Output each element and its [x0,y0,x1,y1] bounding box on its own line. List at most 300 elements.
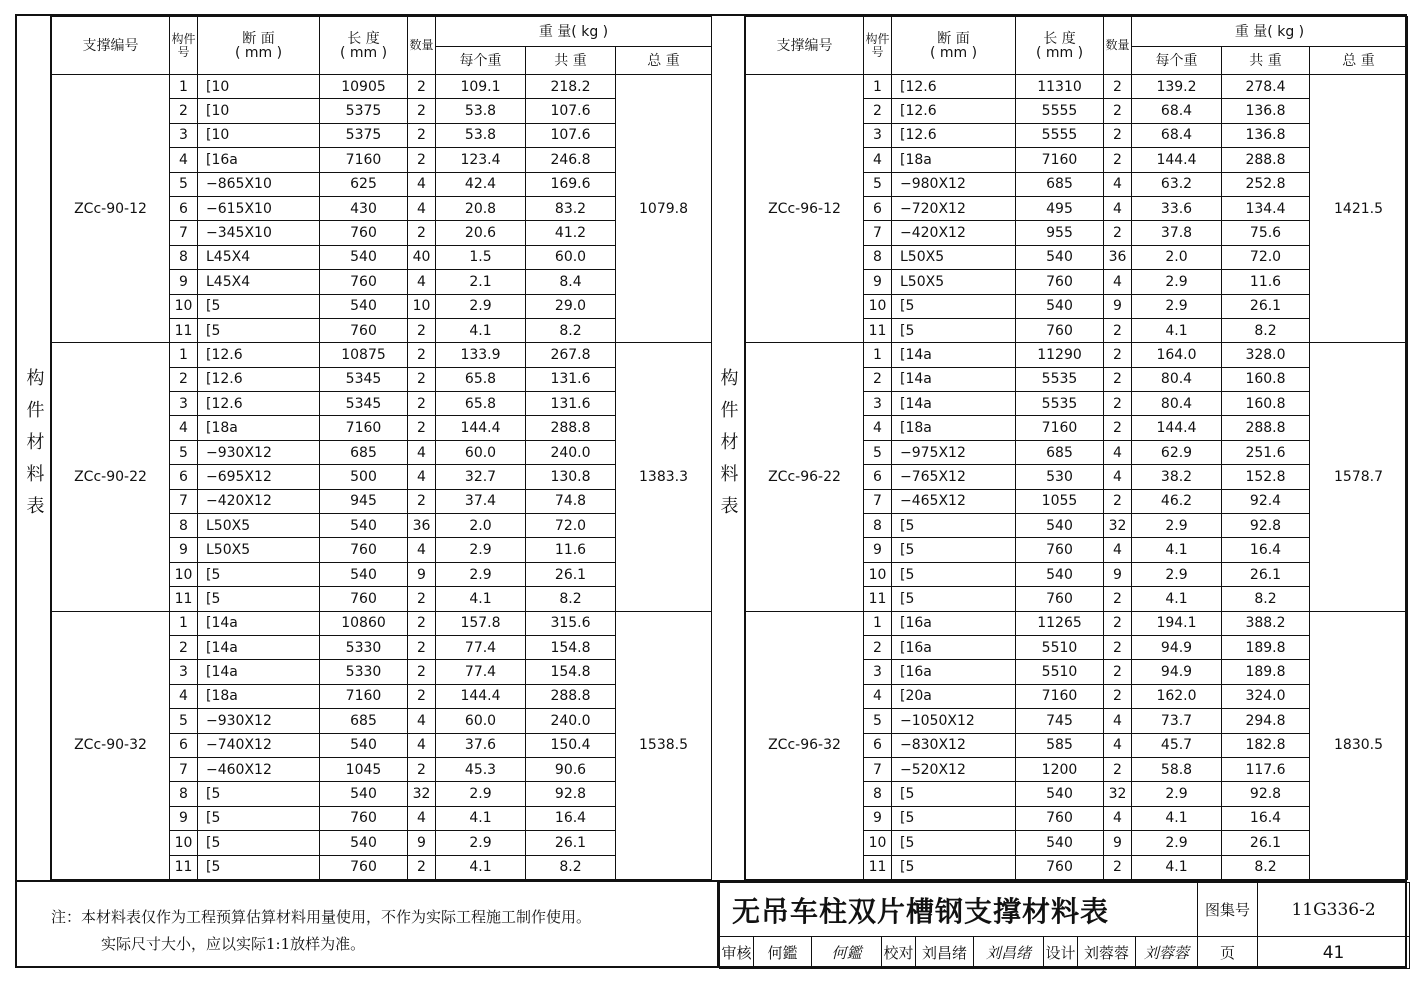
each-weight: 194.1 [1132,611,1222,635]
section: −420X12 [892,221,1016,245]
each-weight: 4.1 [1132,587,1222,611]
each-weight: 68.4 [1132,123,1222,147]
section: −695X12 [198,465,320,489]
section: [10 [198,99,320,123]
each-weight: 133.9 [436,343,526,367]
length: 7160 [320,416,408,440]
each-weight: 162.0 [1132,684,1222,708]
section: [14a [198,611,320,635]
qty: 2 [1104,123,1132,147]
section: [5 [892,806,1016,830]
section: −865X10 [198,172,320,196]
sum-weight: 26.1 [526,831,616,855]
each-weight: 42.4 [436,172,526,196]
part-no: 11 [864,587,892,611]
checker-name: 刘昌绪 [916,937,974,969]
each-weight: 4.1 [436,318,526,342]
length: 7160 [1016,416,1104,440]
length: 5510 [1016,660,1104,684]
sum-weight: 240.0 [526,440,616,464]
length: 685 [1016,172,1104,196]
part-no: 3 [170,392,198,416]
part-no: 7 [170,221,198,245]
length: 11265 [1016,611,1104,635]
each-weight: 2.9 [436,831,526,855]
sum-weight: 218.2 [526,75,616,99]
each-weight: 65.8 [436,392,526,416]
section: [5 [892,562,1016,586]
each-weight: 4.1 [1132,538,1222,562]
sum-weight: 26.1 [1222,562,1310,586]
qty: 32 [408,782,436,806]
header-section-label: 断 面 [937,30,970,47]
section: [5 [892,831,1016,855]
length: 540 [1016,245,1104,269]
length: 5535 [1016,392,1104,416]
section: [12.6 [198,343,320,367]
qty: 2 [1104,416,1132,440]
each-weight: 53.8 [436,123,526,147]
length: 685 [1016,440,1104,464]
part-no: 3 [864,660,892,684]
qty: 32 [1104,514,1132,538]
sum-weight: 130.8 [526,465,616,489]
qty: 2 [408,392,436,416]
section: [14a [892,392,1016,416]
length: 540 [1016,562,1104,586]
page-number: 41 [1258,937,1410,969]
section: [5 [198,587,320,611]
sum-weight: 136.8 [1222,99,1310,123]
note [51,904,591,958]
length: 5555 [1016,99,1104,123]
length: 745 [1016,709,1104,733]
length: 760 [320,587,408,611]
sum-weight: 267.8 [526,343,616,367]
sum-weight: 74.8 [526,489,616,513]
sum-weight: 182.8 [1222,733,1310,757]
length: 7160 [1016,684,1104,708]
part-no: 7 [864,489,892,513]
qty: 2 [408,757,436,781]
qty: 2 [408,343,436,367]
sum-weight: 26.1 [1222,831,1310,855]
qty: 4 [408,440,436,464]
section: −765X12 [892,465,1016,489]
each-weight: 2.9 [1132,514,1222,538]
length: 5330 [320,660,408,684]
reviewer-signature: 何鑑 [812,937,882,969]
part-no: 10 [864,294,892,318]
length: 760 [1016,855,1104,880]
each-weight: 2.9 [436,538,526,562]
designer-name: 刘蓉蓉 [1078,937,1136,969]
title-block [717,882,1409,968]
qty: 4 [408,709,436,733]
qty: 2 [408,855,436,880]
length: 945 [320,489,408,513]
part-no: 1 [170,75,198,99]
section: [14a [892,367,1016,391]
each-weight: 2.9 [1132,562,1222,586]
sum-weight: 90.6 [526,757,616,781]
sum-weight: 92.4 [1222,489,1310,513]
qty: 32 [1104,782,1132,806]
header-length-label: 长 度 [1043,30,1076,47]
header-section-unit: ( mm ) [234,44,283,61]
part-no: 1 [864,75,892,99]
length: 530 [1016,465,1104,489]
each-weight: 4.1 [436,587,526,611]
part-no: 1 [864,611,892,635]
each-weight: 123.4 [436,148,526,172]
section: L50X5 [198,538,320,562]
part-no: 4 [864,684,892,708]
section: [12.6 [892,123,1016,147]
part-no: 9 [864,270,892,294]
each-weight: 2.9 [1132,294,1222,318]
section: [18a [198,416,320,440]
section: [5 [198,318,320,342]
qty: 36 [408,514,436,538]
qty: 4 [408,270,436,294]
sum-weight: 278.4 [1222,75,1310,99]
sum-weight: 189.8 [1222,660,1310,684]
sum-weight: 315.6 [526,611,616,635]
part-no: 9 [864,538,892,562]
length: 10860 [320,611,408,635]
qty: 4 [1104,465,1132,489]
length: 540 [320,733,408,757]
length: 540 [1016,294,1104,318]
length: 760 [320,538,408,562]
length: 540 [320,294,408,318]
qty: 2 [408,367,436,391]
section: −720X12 [892,196,1016,220]
length: 430 [320,196,408,220]
part-no: 11 [864,318,892,342]
qty: 2 [1104,587,1132,611]
length: 5510 [1016,635,1104,659]
table-row [52,611,712,635]
header-total: 总 重 [616,47,712,75]
header-total: 总 重 [1310,47,1408,75]
qty: 9 [1104,562,1132,586]
sum-weight: 8.2 [1222,587,1310,611]
section: L50X5 [892,245,1016,269]
each-weight: 45.7 [1132,733,1222,757]
section: [5 [198,562,320,586]
each-weight: 65.8 [436,367,526,391]
each-weight: 77.4 [436,660,526,684]
sum-weight: 72.0 [526,514,616,538]
sum-weight: 160.8 [1222,367,1310,391]
length: 500 [320,465,408,489]
sum-weight: 8.2 [526,318,616,342]
qty: 4 [1104,172,1132,196]
qty: 2 [1104,318,1132,342]
section: [5 [198,782,320,806]
side-label-text: 构件材料表 [717,368,739,528]
part-no: 6 [864,196,892,220]
each-weight: 2.9 [436,782,526,806]
part-no: 7 [170,489,198,513]
qty: 4 [1104,733,1132,757]
each-weight: 62.9 [1132,440,1222,464]
length: 5345 [320,392,408,416]
length: 685 [320,709,408,733]
part-no: 5 [170,709,198,733]
section: [5 [198,831,320,855]
total-weight: 1079.8 [616,75,712,343]
part-no: 10 [170,562,198,586]
section: −465X12 [892,489,1016,513]
sum-weight: 131.6 [526,392,616,416]
length: 5345 [320,367,408,391]
each-weight: 37.4 [436,489,526,513]
header-part-no: 构件号 [864,17,892,75]
length: 540 [320,514,408,538]
header-qty: 数量 [408,17,436,75]
section: [16a [892,635,1016,659]
design-label: 设计 [1044,937,1078,969]
each-weight: 37.8 [1132,221,1222,245]
sum-weight: 8.2 [526,587,616,611]
header-each: 每个重 [436,47,526,75]
header-id: 支撑编号 [52,17,170,75]
length: 1200 [1016,757,1104,781]
note-line-1: 注：本材料表仅作为工程预算估算材料用量使用，不作为实际工程施工制作使用。 [51,908,592,926]
header-section [892,17,1016,75]
each-weight: 4.1 [436,855,526,880]
sum-weight: 8.2 [1222,318,1310,342]
section: [5 [892,514,1016,538]
sum-weight: 83.2 [526,196,616,220]
part-no: 5 [864,440,892,464]
material-table-right [745,16,1407,880]
brace-id: ZCc-96-22 [746,343,864,611]
qty: 4 [1104,806,1132,830]
qty: 4 [1104,196,1132,220]
qty: 2 [1104,489,1132,513]
each-weight: 80.4 [1132,367,1222,391]
brace-id: ZCc-90-22 [52,343,170,611]
each-weight: 20.6 [436,221,526,245]
section: −830X12 [892,733,1016,757]
length: 5555 [1016,123,1104,147]
sum-weight: 251.6 [1222,440,1310,464]
qty: 2 [1104,611,1132,635]
part-no: 6 [864,465,892,489]
each-weight: 2.0 [1132,245,1222,269]
each-weight: 2.9 [436,294,526,318]
table-row [746,75,1408,99]
sum-weight: 150.4 [526,733,616,757]
length: 540 [1016,782,1104,806]
header-section [198,17,320,75]
section: −520X12 [892,757,1016,781]
header-id: 支撑编号 [746,17,864,75]
sum-weight: 154.8 [526,635,616,659]
each-weight: 63.2 [1132,172,1222,196]
qty: 2 [408,489,436,513]
length: 7160 [1016,148,1104,172]
table-row [52,75,712,99]
section: [12.6 [892,75,1016,99]
each-weight: 139.2 [1132,75,1222,99]
section: L45X4 [198,270,320,294]
sum-weight: 189.8 [1222,635,1310,659]
sum-weight: 75.6 [1222,221,1310,245]
section: [20a [892,684,1016,708]
part-no: 11 [170,318,198,342]
each-weight: 4.1 [1132,806,1222,830]
qty: 2 [408,587,436,611]
each-weight: 46.2 [1132,489,1222,513]
qty: 4 [408,538,436,562]
part-no: 5 [170,440,198,464]
section: [16a [892,660,1016,684]
each-weight: 2.0 [436,514,526,538]
each-weight: 2.9 [1132,782,1222,806]
header-length-label: 长 度 [347,30,380,47]
each-weight: 60.0 [436,709,526,733]
sum-weight: 11.6 [1222,270,1310,294]
section: [12.6 [892,99,1016,123]
part-no: 2 [864,635,892,659]
part-no: 11 [170,587,198,611]
qty: 2 [408,221,436,245]
each-weight: 33.6 [1132,196,1222,220]
length: 5330 [320,635,408,659]
part-no: 3 [170,123,198,147]
section: [5 [892,538,1016,562]
table-row [746,611,1408,635]
sum-weight: 288.8 [1222,416,1310,440]
header-weight: 重 量( kg ) [1132,17,1408,47]
header-section-unit: ( mm ) [929,44,978,61]
qty: 2 [408,148,436,172]
sum-weight: 136.8 [1222,123,1310,147]
sum-weight: 8.2 [526,855,616,880]
part-no: 9 [170,270,198,294]
part-no: 3 [864,123,892,147]
section: [5 [198,294,320,318]
each-weight: 38.2 [1132,465,1222,489]
part-no: 11 [170,855,198,880]
each-weight: 4.1 [436,806,526,830]
part-no: 11 [864,855,892,880]
part-no: 7 [864,221,892,245]
qty: 2 [408,611,436,635]
sum-weight: 92.8 [1222,782,1310,806]
part-no: 10 [170,831,198,855]
checker-signature: 刘昌绪 [974,937,1044,969]
part-no: 4 [864,416,892,440]
each-weight: 1.5 [436,245,526,269]
part-no: 5 [864,709,892,733]
qty: 2 [1104,221,1132,245]
section: −1050X12 [892,709,1016,733]
length: 760 [320,855,408,880]
total-weight: 1538.5 [616,611,712,879]
length: 5375 [320,99,408,123]
part-no: 4 [864,148,892,172]
section: [5 [198,806,320,830]
total-weight: 1578.7 [1310,343,1408,611]
length: 540 [320,782,408,806]
footer [15,880,1407,968]
qty: 4 [408,172,436,196]
section: [5 [892,318,1016,342]
length: 495 [1016,196,1104,220]
qty: 36 [1104,245,1132,269]
part-no: 2 [864,99,892,123]
sum-weight: 152.8 [1222,465,1310,489]
material-table-left [51,16,711,880]
section: −345X10 [198,221,320,245]
each-weight: 32.7 [436,465,526,489]
part-no: 10 [864,562,892,586]
part-no: 8 [170,245,198,269]
each-weight: 45.3 [436,757,526,781]
qty: 2 [408,318,436,342]
length: 585 [1016,733,1104,757]
length: 760 [1016,538,1104,562]
each-weight: 4.1 [1132,318,1222,342]
side-label-text: 构件材料表 [23,368,45,528]
part-no: 8 [864,245,892,269]
length: 7160 [320,148,408,172]
part-no: 9 [170,806,198,830]
section: −460X12 [198,757,320,781]
qty: 2 [1104,99,1132,123]
qty: 4 [408,733,436,757]
length: 540 [1016,514,1104,538]
part-no: 2 [170,99,198,123]
sum-weight: 131.6 [526,367,616,391]
qty: 9 [1104,831,1132,855]
each-weight: 68.4 [1132,99,1222,123]
header-each: 每个重 [1132,47,1222,75]
qty: 9 [408,562,436,586]
header-part-no: 构件号 [170,17,198,75]
section: L50X5 [892,270,1016,294]
table-row [746,343,1408,367]
part-no: 6 [170,196,198,220]
qty: 2 [408,635,436,659]
length: 760 [320,221,408,245]
length: 540 [320,245,408,269]
qty: 2 [1104,855,1132,880]
total-weight: 1830.5 [1310,611,1408,879]
length: 540 [320,831,408,855]
qty: 2 [1104,392,1132,416]
part-no: 9 [170,538,198,562]
sum-weight: 134.4 [1222,196,1310,220]
header-weight: 重 量( kg ) [436,17,712,47]
header-section-label: 断 面 [242,30,275,47]
part-no: 4 [170,684,198,708]
qty: 4 [1104,709,1132,733]
header-sum: 共 重 [1222,47,1310,75]
section: [14a [198,660,320,684]
sum-weight: 16.4 [526,806,616,830]
page-label: 页 [1198,937,1258,969]
side-label-right [711,16,745,880]
each-weight: 2.9 [1132,270,1222,294]
section: [12.6 [198,392,320,416]
